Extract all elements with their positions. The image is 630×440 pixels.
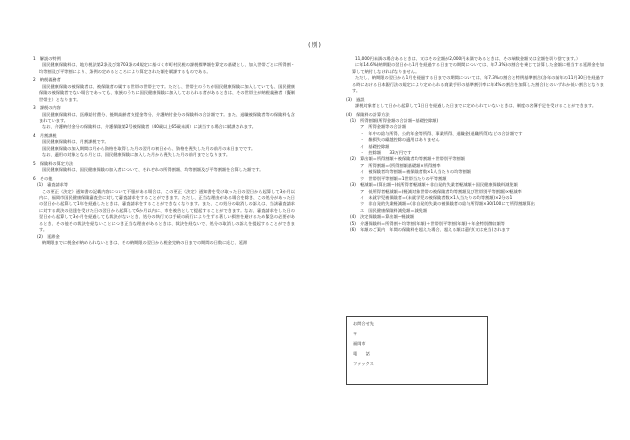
list-item: ・ 控除額 33万円です	[360, 150, 412, 156]
paragraph: なお、介護納付金分の保険料は、介護保険第2号被保険者（40歳以上65歳未満）に該当する場合に賦課されます。	[42, 124, 256, 130]
section-heading: (3) 過誤	[346, 96, 365, 102]
section	[346, 97, 604, 110]
list-item: ア 所得金額等の合計額	[360, 124, 407, 130]
list-item: ア 低所得者軽減額＝(軽減対象世帯の被保険者均等割額及び世帯別平等割額)×軽減率	[360, 188, 522, 194]
section-heading: 5 保険料の算定方法	[33, 160, 74, 166]
paragraph: に年14.6%(納期限の翌日から1月を経過する日までの期間については、年7.3%)の割合を乗じて計算した金額に相当する延滞金を加算して納付しなければなりません。	[352, 62, 604, 74]
list-item: ・ 雑損失の繰越控除の適用はありません	[360, 137, 440, 143]
section-heading: (4) 保険料の計算方法	[346, 111, 390, 117]
contact-row: 福岡市	[353, 341, 366, 346]
contact-row: 〒	[353, 331, 358, 336]
list-item: ウ 非自発的失業軽減額＝(非自発的失業の被保険者の給与所得額×30/100にて所得割額算出	[360, 201, 535, 207]
contact-box	[346, 316, 488, 385]
contact-title: お問合せ先	[353, 321, 374, 326]
page-label: (別)	[308, 42, 322, 49]
paragraph: 11,000円未満の場合あるときは、又はその全額が2,000円未満であるときは、その端数金額又は全額を切り捨てます。）	[355, 56, 581, 61]
list-item: (3) 軽減額＝(算出額−(低所得者軽減額＋非自発的失業者軽減額＋国民健康保険料減免額	[350, 182, 518, 188]
paragraph: 納期限までに税金が納められないときは、その納期限の翌日から税金完納の日までの期間の日数に応じ、延滞	[42, 239, 248, 245]
list-item: (5) 介護保険料＝所得割＋均等割(年額)＋世帯別平等割(年額)＋年金特別徴収額等	[350, 220, 505, 226]
list-item: (1) 所得割額(所得金額の合計額−基礎控除額)	[350, 118, 439, 124]
paragraph: 国民健康保険料は、医療給付費分、後期高齢者支援金等分、介護納付金分の保険料の合計額です。また、退職被保険者等の保険料も含まれています。	[39, 111, 295, 124]
paragraph: 国民健康保険料は、月割課税です。	[42, 139, 109, 145]
list-item: ウ 世帯別平等割額＝1世帯当たりの平等割額	[360, 175, 447, 181]
right-column	[346, 56, 604, 236]
list-item: エ 国民健康保険料減免額＝減免額	[360, 207, 428, 213]
list-item: イ 被保険者均等割額＝被保険者数×1人当たりの均等割額	[360, 169, 471, 175]
list-item: ・ 年中の給与所得、公的年金等所得、事業所得、退職金(退職所得)などの合計額です	[360, 130, 523, 136]
list-item: ア 所得割額＝(所得割額基礎額×所得割率	[360, 162, 441, 168]
contact-row: ファックス	[353, 361, 374, 366]
continued-text	[346, 56, 604, 94]
section-heading: 2 納税義務者	[33, 77, 61, 83]
subsection-heading: (2) 延滞金	[37, 233, 60, 239]
section	[346, 112, 604, 234]
section	[33, 133, 295, 159]
list-item: (4) 決定保険額＝算出額−軽減額	[350, 214, 414, 220]
paragraph: 課税対象者として日から起算して1日日を経過した日までに定められていないときは、制度の名簿手足を受けることができます。	[355, 103, 597, 109]
section	[33, 161, 295, 174]
section	[33, 105, 295, 131]
section	[33, 77, 295, 103]
list-item: (6) 年額のご案内 年間の保険料を超えた場合、超える額は還付(又は充当)されます	[350, 226, 510, 232]
section-heading: 4 月割課税	[33, 133, 57, 139]
paragraph: この更正（決定）通知書の記載内容について不服がある場合は、この更正（決定）通知書を受け取った日の翌日から起算して3か月以内に、福岡市国民健康保険審査会に対して審査請求をすることができます。ただし、正当な理由がある場合を除き、この処分があった日の翌日から起算して1年を経過したときは、審査請求をすることができなくなります。また、この処分の取消しの訴えは、当該審査請求に対する裁決の送達を受けた日の翌日から起算して6か月以内に、市を被告として提起することができます。なお、審査請求をした日の翌日から起算して3か月を経過しても裁決がないとき、処分の執行又は手続の続行により生ずる著しい損害を避けるため緊急の必要があるとき、その他その裁決を経ないことにつき正当な理由があるときは、裁決を経ないで、処分の取消しの訴えを提起することができます。	[39, 188, 295, 233]
subsection-heading: (1) 審査請求等	[37, 182, 69, 188]
paragraph: 国民健康保険料は、国民健康保険の加入者について、それぞれの所得割額、均等割額及び平等割額を合算した額です。	[42, 167, 264, 173]
paragraph: 国民健康保険料は、地方税法第2条及び第703条の4規定に基づく市町村民税の課税標準額を算定の基礎とし、加入世帯ごとに所得割・均等割及び平等割により、条例の定めるところにより算定された額を賦課するものである。	[39, 62, 295, 74]
left-column	[33, 56, 295, 249]
paragraph: 国民健康保険の被保険者は、被保険者の属する世帯の世帯主です。ただし、世帯主のうちが国民健康保険に加入していても、国民健康保険の被保険者でない場合であっても、家族のうちに国民健康保険に加入しておられる者があるときは、その世帯主が納税義務者（擬制世帯主）となります。	[39, 83, 295, 102]
section	[33, 56, 295, 75]
section-heading: 1 解説の特例	[33, 56, 61, 61]
paragraph: なお、適用の対象となる月とは、国民健康保険に加入した月から喪失した月の前月までとなります。	[42, 152, 231, 158]
list-item: (2) 算出額＝所得割額＋被保険者均等割額＋世帯別平等割額	[350, 156, 465, 162]
section-heading: 3 課税の内容	[33, 105, 61, 111]
list-item: イ 基礎控除額	[360, 143, 390, 149]
list-item: イ 未就学児被保険者＝(未就学児の被保険者数×1人当たりの均等割額)×2分の1	[360, 194, 513, 200]
section	[33, 176, 295, 246]
paragraph: ただし、納期限の翌日から1月を経過する日までの期間については、年7.3%の割合と特例基準割合(各年の前年の11月30日を経過する時における日本銀行法の規定により定められる商業手形の基準割引率に年4%の割合を加算した割合)とのいずれか低い割合となります。	[352, 75, 604, 94]
contact-row: 電 話	[353, 351, 370, 356]
paragraph: 国民健康保険の加入期間は月から資格を取得した月の翌月の初日から、資格を喪失した月の前月の末日までです。	[42, 145, 256, 151]
section-heading: 6 その他	[33, 175, 53, 181]
